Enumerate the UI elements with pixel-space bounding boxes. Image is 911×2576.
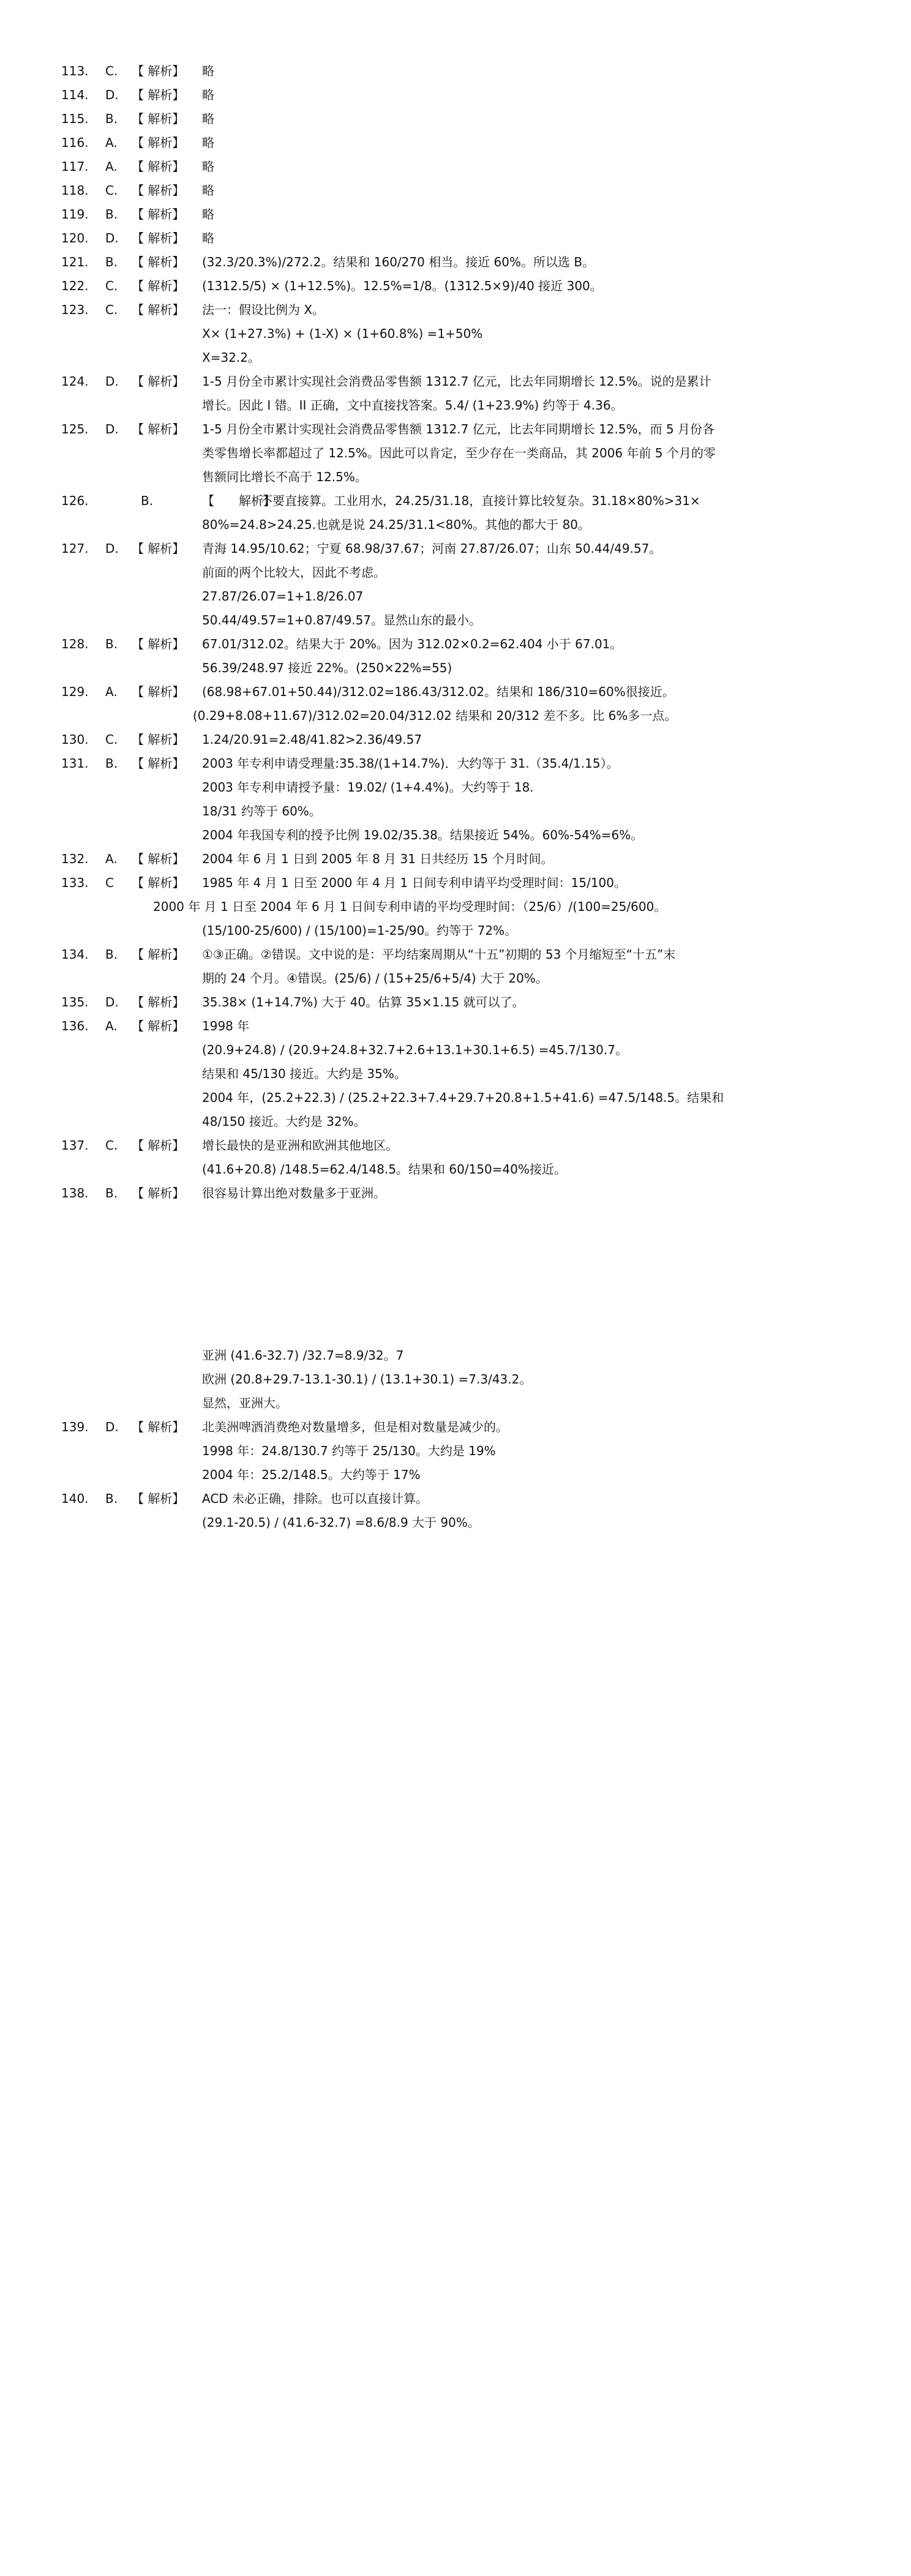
analysis-text: 北美洲啤酒消费绝对数量增多，但是相对数量是减少的。 bbox=[202, 1420, 508, 1434]
answer-row bbox=[0, 157, 911, 176]
answer-continuation bbox=[0, 897, 911, 916]
answer-row bbox=[0, 1016, 911, 1036]
analysis-text: ACD 未必正确，排除。也可以直接计算。 bbox=[202, 1491, 429, 1506]
analysis-text: 略 bbox=[202, 159, 214, 174]
answer-continuation bbox=[0, 1159, 911, 1179]
answer-row bbox=[0, 276, 911, 296]
answer-number: 114. bbox=[61, 88, 89, 102]
analysis-text: 略 bbox=[202, 135, 214, 150]
answer-number: 137. bbox=[61, 1138, 89, 1153]
answer-number: 133. bbox=[61, 875, 89, 890]
answer-continuation bbox=[0, 563, 911, 582]
analysis-continuation-text: 2004 年，(25.2+22.3) / (25.2+22.3+7.4+29.7+20.8+1.5+41.6) =47.5/148.5。结果和 bbox=[202, 1090, 724, 1105]
analysis-label: 【 解析】 bbox=[132, 159, 185, 174]
answer-continuation bbox=[0, 1513, 911, 1532]
analysis-continuation-text: 2004 年：25.2/148.5。大约等于 17% bbox=[202, 1467, 421, 1482]
answer-row bbox=[0, 992, 911, 1012]
answer-number: 131. bbox=[61, 756, 89, 771]
answer-continuation bbox=[0, 658, 911, 678]
analysis-label: 【 解析】 bbox=[132, 732, 185, 747]
answer-row bbox=[0, 61, 911, 81]
answer-choice: B. bbox=[141, 493, 154, 508]
answer-row bbox=[0, 372, 911, 391]
analysis-text: 2003 年专利申请受理量:35.38/(1+14.7%)．大约等于 31.（35.4/1.15）。 bbox=[202, 756, 619, 771]
analysis-label: 【 解析】 bbox=[132, 374, 185, 389]
analysis-continuation-text: 2003 年专利申请授予量：19.02/ (1+4.4%)。大约等于 18. bbox=[202, 780, 534, 795]
answer-choice: B. bbox=[105, 1186, 118, 1200]
analysis-label: 【 解析】 bbox=[132, 207, 185, 222]
answer-continuation bbox=[0, 1040, 911, 1060]
answer-row bbox=[0, 419, 911, 439]
analysis-continuation-text: 售额同比增长不高于 12.5%。 bbox=[202, 470, 367, 484]
answer-choice: C. bbox=[105, 279, 118, 293]
answer-choice: D. bbox=[105, 541, 119, 556]
answer-row bbox=[0, 945, 911, 964]
answer-number: 124. bbox=[61, 374, 89, 389]
answer-choice: D. bbox=[105, 88, 119, 102]
analysis-label: 【 解析】 bbox=[132, 1138, 185, 1153]
answer-continuation bbox=[0, 395, 911, 415]
analysis-text: 略 bbox=[202, 183, 214, 198]
answer-continuation bbox=[0, 515, 911, 534]
answer-choice: D. bbox=[105, 231, 119, 245]
analysis-continuation-text: X=32.2。 bbox=[202, 350, 260, 365]
analysis-text: 1-5 月份全市累计实现社会消费品零售额 1312.7 亿元，比去年同期增长 12.5%。说的是累计 bbox=[202, 374, 711, 389]
answer-number: 138. bbox=[61, 1186, 89, 1200]
analysis-continuation-text: 27.87/26.07=1+1.8/26.07 bbox=[202, 589, 364, 604]
analysis-label: 【 解析】 bbox=[132, 947, 185, 962]
analysis-label: 【 解析】 bbox=[132, 756, 185, 771]
analysis-continuation-text: 1998 年：24.8/130.7 约等于 25/130。大约是 19% bbox=[202, 1443, 496, 1458]
answer-number: 125. bbox=[61, 422, 89, 436]
answer-number: 120. bbox=[61, 231, 89, 245]
answer-choice: C. bbox=[105, 1138, 118, 1153]
answer-continuation bbox=[0, 586, 911, 606]
analysis-text: 1-5 月份全市累计实现社会消费品零售额 1312.7 亿元，比去年同期增长 12.5%，而 5 月份各 bbox=[202, 422, 715, 436]
analysis-continuation-text: 结果和 45/130 接近。大约是 35%。 bbox=[202, 1066, 407, 1081]
answer-continuation bbox=[0, 1465, 911, 1485]
answer-choice: C. bbox=[105, 183, 118, 198]
analysis-text: 略 bbox=[202, 231, 214, 245]
answer-row bbox=[0, 85, 911, 105]
answer-continuation bbox=[0, 1112, 911, 1131]
answer-number: 139. bbox=[61, 1420, 89, 1434]
answer-row bbox=[0, 1417, 911, 1437]
analysis-text: 略 bbox=[202, 88, 214, 102]
answer-number: 119. bbox=[61, 207, 89, 222]
answer-number: 117. bbox=[61, 159, 89, 174]
analysis-continuation-text: 类零售增长率都超过了 12.5%。因此可以肯定，至少存在一类商品，其 2006 年前 5 个月的零 bbox=[202, 446, 716, 460]
analysis-continuation-text: X× (1+27.3%) + (1-X) × (1+60.8%) =1+50% bbox=[202, 326, 483, 341]
analysis-text: 不要直接算。工业用水，24.25/31.18，直接计算比较复杂。31.18×80%>31× bbox=[260, 493, 700, 508]
answer-continuation bbox=[0, 921, 911, 940]
answer-number: 115. bbox=[61, 111, 89, 126]
analysis-continuation-text: (20.9+24.8) / (20.9+24.8+32.7+2.6+13.1+30.1+6.5) =45.7/130.7。 bbox=[202, 1043, 628, 1057]
analysis-label: 【 解析】 bbox=[132, 183, 185, 198]
answer-continuation bbox=[0, 1064, 911, 1084]
answer-row bbox=[0, 300, 911, 320]
answer-number: 140. bbox=[61, 1491, 89, 1506]
analysis-continuation-text: 80%=24.8>24.25.也就是说 24.25/31.1<80%。其他的都大于 80。 bbox=[202, 517, 591, 532]
answer-choice: B. bbox=[105, 1491, 118, 1506]
answer-continuation bbox=[0, 443, 911, 463]
analysis-text: 法一：假设比例为 X。 bbox=[202, 302, 325, 317]
analysis-label: 【 解析】 bbox=[132, 231, 185, 245]
answer-number: 132. bbox=[61, 852, 89, 866]
analysis-text: (68.98+67.01+50.44)/312.02=186.43/312.02。结果和 186/310=60%很接近。 bbox=[202, 684, 675, 699]
analysis-continuation-text: 欧洲 (20.8+29.7-13.1-30.1) / (13.1+30.1) =7.3/43.2。 bbox=[202, 1372, 532, 1387]
analysis-label: 【 解析】 bbox=[132, 422, 185, 436]
answer-continuation bbox=[0, 706, 911, 725]
analysis-continuation-text: (29.1-20.5) / (41.6-32.7) =8.6/8.9 大于 90%。 bbox=[202, 1515, 480, 1530]
analysis-continuation-text: 18/31 约等于 60%。 bbox=[202, 804, 321, 818]
answer-row bbox=[0, 181, 911, 200]
answer-choice: D. bbox=[105, 995, 119, 1009]
answer-choice: C. bbox=[105, 64, 118, 78]
answer-continuation bbox=[0, 801, 911, 821]
answer-number: 126. bbox=[61, 493, 89, 508]
answer-number: 136. bbox=[61, 1019, 89, 1033]
analysis-text: (32.3/20.3%)/272.2。结果和 160/270 相当。接近 60%。所以选 B。 bbox=[202, 255, 595, 269]
answer-row bbox=[0, 682, 911, 702]
answer-number: 134. bbox=[61, 947, 89, 962]
answer-number: 122. bbox=[61, 279, 89, 293]
answer-row bbox=[0, 133, 911, 152]
analysis-label: 【 解析】 bbox=[132, 255, 185, 269]
answer-number: 123. bbox=[61, 302, 89, 317]
analysis-label: 【 解析】 bbox=[132, 541, 185, 556]
analysis-continuation-text: 2000 年 月 1 日至 2004 年 6 月 1 日间专利申请的平均受理时间：（25/6）/(100=25/600。 bbox=[153, 899, 667, 914]
analysis-label: 【 解析】 bbox=[202, 493, 276, 508]
analysis-continuation-text: 2004 年我国专利的授予比例 19.02/35.38。结果接近 54%。60%-54%=6%。 bbox=[202, 828, 643, 842]
analysis-continuation-text: 期的 24 个月。④错误。(25/6) / (15+25/6+5/4) 大于 20%。 bbox=[202, 971, 548, 986]
analysis-text: 略 bbox=[202, 111, 214, 126]
answer-number: 130. bbox=[61, 732, 89, 747]
answer-choice: B. bbox=[105, 111, 118, 126]
analysis-continuation-text: 56.39/248.97 接近 22%。(250×22%=55) bbox=[202, 661, 452, 675]
analysis-continuation-text: 48/150 接近。大约是 32%。 bbox=[202, 1114, 366, 1129]
analysis-continuation-text: (0.29+8.08+11.67)/312.02=20.04/312.02 结果和 20/312 差不多。比 6%多一点。 bbox=[193, 708, 677, 723]
analysis-text: 1998 年 bbox=[202, 1019, 250, 1033]
analysis-label: 【 解析】 bbox=[132, 1019, 185, 1033]
answer-number: 118. bbox=[61, 183, 89, 198]
answer-choice: A. bbox=[105, 852, 118, 866]
answer-continuation bbox=[0, 777, 911, 797]
analysis-label: 【 解析】 bbox=[132, 1420, 185, 1434]
answer-choice: B. bbox=[105, 207, 118, 222]
analysis-continuation-text: 前面的两个比较大，因此不考虑。 bbox=[202, 565, 386, 580]
analysis-label: 【 解析】 bbox=[132, 684, 185, 699]
answer-continuation bbox=[0, 825, 911, 845]
answer-choice: C. bbox=[105, 302, 118, 317]
analysis-label: 【 解析】 bbox=[132, 111, 185, 126]
answer-choice: B. bbox=[105, 637, 118, 651]
analysis-text: ①③正确。②错误。文中说的是：平均结案周期从“十五”初期的 53 个月缩短至“十五”末 bbox=[202, 947, 676, 962]
answer-row bbox=[0, 849, 911, 869]
answer-row bbox=[0, 252, 911, 272]
analysis-text: 很容易计算出绝对数量多于亚洲。 bbox=[202, 1186, 386, 1200]
analysis-continuation-text: (41.6+20.8) /148.5=62.4/148.5。结果和 60/150=40%接近。 bbox=[202, 1162, 566, 1177]
answer-choice: B. bbox=[105, 947, 118, 962]
answer-continuation bbox=[0, 1088, 911, 1107]
answer-row bbox=[0, 109, 911, 129]
answer-row bbox=[0, 539, 911, 558]
analysis-continuation-text: (15/100-25/600) / (15/100)=1-25/90。约等于 72%。 bbox=[202, 923, 517, 938]
answer-choice: D. bbox=[105, 422, 119, 436]
analysis-text: 青海 14.95/10.62；宁夏 68.98/37.67；河南 27.87/26.07；山东 50.44/49.57。 bbox=[202, 541, 662, 556]
answer-number: 121. bbox=[61, 255, 89, 269]
answer-row bbox=[0, 730, 911, 749]
answer-choice: A. bbox=[105, 1019, 118, 1033]
answer-number: 135. bbox=[61, 995, 89, 1009]
analysis-label: 【 解析】 bbox=[132, 64, 185, 78]
answer-row bbox=[0, 1136, 911, 1155]
analysis-text: 35.38× (1+14.7%) 大于 40。估算 35×1.15 就可以了。 bbox=[202, 995, 525, 1009]
answer-continuation bbox=[0, 1346, 911, 1365]
answer-row bbox=[0, 228, 911, 248]
answer-row bbox=[0, 754, 911, 773]
analysis-text: 略 bbox=[202, 207, 214, 222]
answer-continuation bbox=[0, 324, 911, 343]
answer-choice: D. bbox=[105, 1420, 119, 1434]
answer-number: 113. bbox=[61, 64, 89, 78]
answer-row bbox=[0, 1489, 911, 1508]
answer-continuation bbox=[0, 1393, 911, 1413]
analysis-label: 【 解析】 bbox=[132, 135, 185, 150]
analysis-label: 【 解析】 bbox=[132, 995, 185, 1009]
analysis-continuation-text: 显然，亚洲大。 bbox=[202, 1396, 288, 1410]
analysis-text: 67.01/312.02。结果大于 20%。因为 312.02×0.2=62.404 小于 67.01。 bbox=[202, 637, 623, 651]
analysis-text: 增长最快的是亚洲和欧洲其他地区。 bbox=[202, 1138, 398, 1153]
answer-choice: B. bbox=[105, 255, 118, 269]
analysis-continuation-text: 亚洲 (41.6-32.7) /32.7=8.9/32。7 bbox=[202, 1348, 404, 1363]
answer-choice: A. bbox=[105, 159, 118, 174]
answer-choice: C. bbox=[105, 732, 118, 747]
answer-continuation bbox=[0, 348, 911, 367]
answer-row bbox=[0, 491, 911, 511]
answer-continuation bbox=[0, 610, 911, 630]
answer-number: 128. bbox=[61, 637, 89, 651]
analysis-label: 【 解析】 bbox=[132, 279, 185, 293]
analysis-label: 【 解析】 bbox=[132, 852, 185, 866]
answer-continuation bbox=[0, 467, 911, 487]
analysis-continuation-text: 50.44/49.57=1+0.87/49.57。显然山东的最小。 bbox=[202, 613, 482, 627]
answer-row bbox=[0, 1183, 911, 1203]
analysis-text: 1985 年 4 月 1 日至 2000 年 4 月 1 日间专利申请平均受理时间：15/100。 bbox=[202, 875, 626, 890]
answer-continuation bbox=[0, 1441, 911, 1461]
analysis-text: (1312.5/5) × (1+12.5%)。12.5%=1/8。(1312.5×9)/40 接近 300。 bbox=[202, 279, 602, 293]
analysis-label: 【 解析】 bbox=[132, 1186, 185, 1200]
answer-continuation bbox=[0, 1369, 911, 1389]
answer-choice: A. bbox=[105, 684, 118, 699]
analysis-text: 2004 年 6 月 1 日到 2005 年 8 月 31 日共经历 15 个月时间。 bbox=[202, 852, 553, 866]
analysis-label: 【 解析】 bbox=[132, 1491, 185, 1506]
answer-choice: B. bbox=[105, 756, 118, 771]
answer-choice: C bbox=[105, 875, 114, 890]
answer-number: 129. bbox=[61, 684, 89, 699]
answer-number: 116. bbox=[61, 135, 89, 150]
answer-row bbox=[0, 204, 911, 224]
answer-row bbox=[0, 634, 911, 654]
analysis-label: 【 解析】 bbox=[132, 302, 185, 317]
analysis-label: 【 解析】 bbox=[132, 637, 185, 651]
answer-row bbox=[0, 873, 911, 893]
answer-continuation bbox=[0, 968, 911, 988]
analysis-label: 【 解析】 bbox=[132, 875, 185, 890]
analysis-text: 1.24/20.91=2.48/41.82>2.36/49.57 bbox=[202, 732, 422, 747]
answer-choice: D. bbox=[105, 374, 119, 389]
analysis-continuation-text: 增长。因此 I 错。II 正确，文中直接找答案。5.4/ (1+23.9%) 约等于 4.36。 bbox=[202, 398, 623, 413]
answer-choice: A. bbox=[105, 135, 118, 150]
answer-number: 127. bbox=[61, 541, 89, 556]
analysis-label: 【 解析】 bbox=[132, 88, 185, 102]
analysis-text: 略 bbox=[202, 64, 214, 78]
